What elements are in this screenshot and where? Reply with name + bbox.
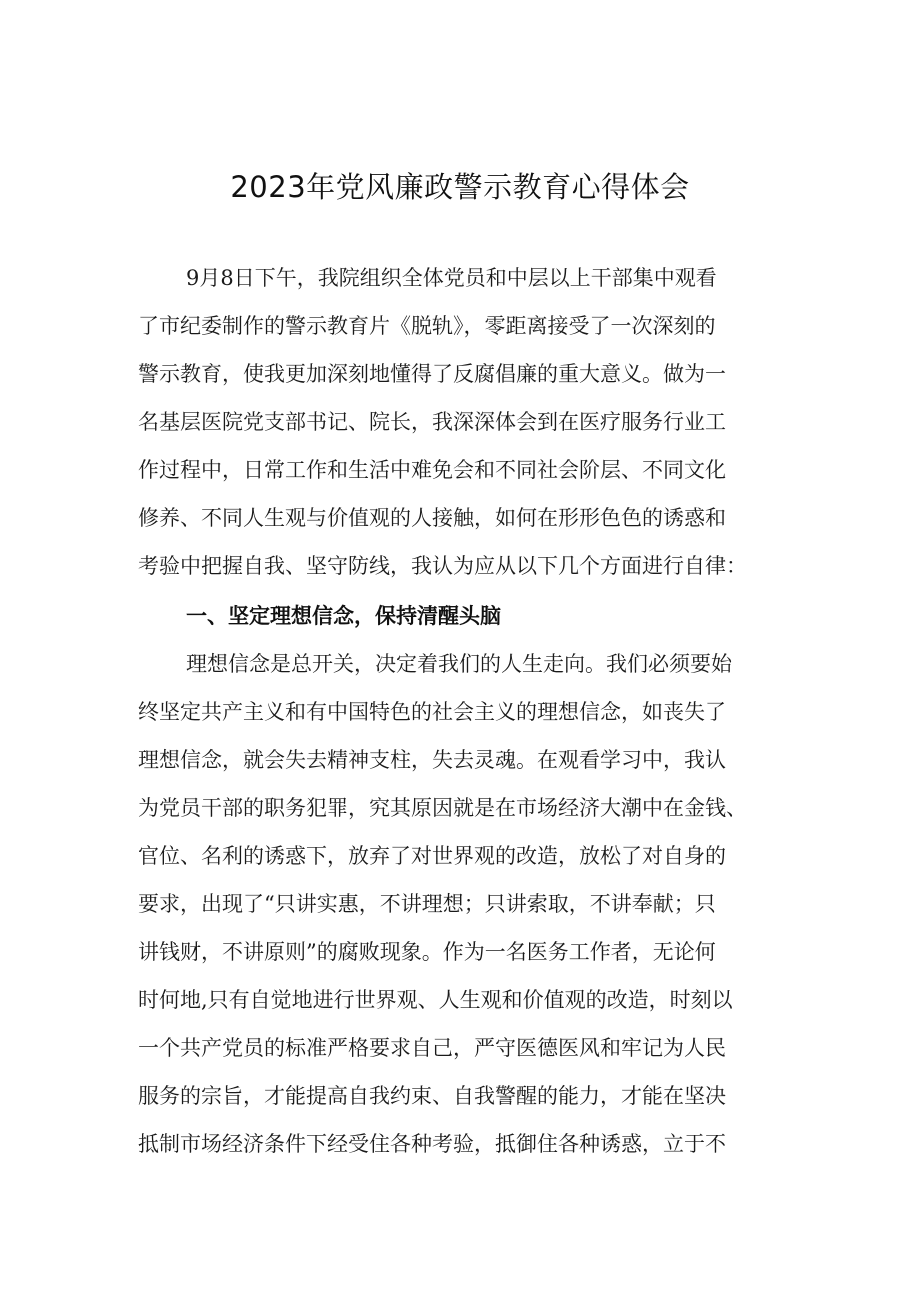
section-heading-1: 一、坚定理想信念，保持清醒头脑	[186, 604, 501, 628]
paragraph-1-line-3: 警示教育，使我更加深刻地懂得了反腐倡廉的重大意义。做为一	[138, 362, 726, 386]
paragraph-2-line-8: 时何地,只有自觉地进行世界观、人生观和价值观的改造，时刻以	[138, 988, 733, 1012]
paragraph-2-line-7: 讲钱财，不讲原则”的腐败现象。作为一名医务工作者，无论何	[138, 940, 716, 964]
paragraph-1-line-2: 了市纪委制作的警示教育片《脱轨》，零距离接受了一次深刻的	[138, 314, 716, 338]
paragraph-1-line-5: 作过程中，日常工作和生活中难免会和不同社会阶层、不同文化	[138, 458, 726, 482]
paragraph-1-line-1: 9月8日下午，我院组织全体党员和中层以上干部集中观看	[186, 266, 717, 290]
paragraph-2-line-9: 一个共产党员的标准严格要求自己，严守医德医风和牢记为人民	[138, 1036, 726, 1060]
paragraph-2-line-3: 理想信念，就会失去精神支柱，失去灵魂。在观看学习中，我认	[138, 748, 726, 772]
paragraph-2-line-10: 服务的宗旨，才能提高自我约束、自我警醒的能力，才能在坚决	[138, 1084, 726, 1108]
paragraph-2-line-6: 要求，出现了“只讲实惠，不讲理想；只讲索取，不讲奉献；只	[138, 892, 716, 916]
document-title: 2023年党风廉政警示教育心得体会	[230, 170, 690, 204]
paragraph-2-line-1: 理想信念是总开关，决定着我们的人生走向。我们必须要始	[186, 652, 732, 676]
paragraph-2-line-2: 终坚定共产主义和有中国特色的社会主义的理想信念，如丧失了	[138, 700, 726, 724]
paragraph-2-line-5: 官位、名利的诱惑下，放弃了对世界观的改造，放松了对自身的	[138, 844, 726, 868]
paragraph-1-line-7: 考验中把握自我、坚守防线，我认为应从以下几个方面进行自律：	[138, 554, 747, 578]
paragraph-1-line-6: 修养、不同人生观与价值观的人接触，如何在形形色色的诱惑和	[138, 506, 726, 530]
paragraph-2-line-4: 为党员干部的职务犯罪，究其原因就是在市场经济大潮中在金钱、	[138, 796, 747, 820]
paragraph-1-line-4: 名基层医院党支部书记、院长，我深深体会到在医疗服务行业工	[138, 410, 726, 434]
paragraph-2-line-11: 抵制市场经济条件下经受住各种考验，抵御住各种诱惑，立于不	[138, 1132, 726, 1156]
